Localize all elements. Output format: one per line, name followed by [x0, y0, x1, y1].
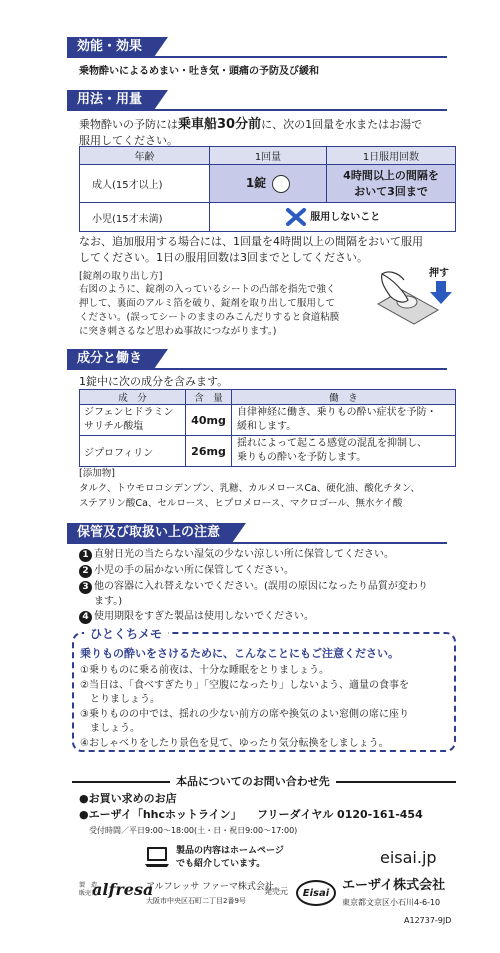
press-label: 押す [429, 268, 449, 279]
dosage-intro [79, 117, 422, 132]
ingredient-name: ジフェンヒドラミン [84, 407, 174, 418]
web-note-line: でも紹介しています。 [176, 859, 266, 869]
storage-item-text: 他の容器に入れ替えないでください。(誤用の原因になったり品質が変わり [94, 581, 428, 592]
adult-times-cell [327, 165, 456, 203]
alfresa-address: 大阪市中央区石町二丁目2番9号 [146, 897, 246, 905]
ingredient-effect: 緩和します。 [237, 421, 297, 432]
howto-line: 右図のように、錠剤の入っているシートの凸部を指先で強く [79, 284, 336, 295]
web-note-line: 製品の内容はホームページ [176, 846, 284, 856]
storage-heading: 保管及び取扱い上の注意 [67, 523, 232, 543]
ingredient-name: ジプロフィリン [80, 436, 186, 467]
ingredient-header-name: 成 分 [80, 390, 186, 405]
dosage-header-dose: 1回量 [210, 147, 327, 165]
efficacy-heading: 効能・効果 [67, 37, 154, 57]
dosage-intro-b: に、次の1回量を水またはお湯で [261, 118, 423, 131]
heading-rule [67, 109, 447, 111]
adult-times-2: おいて3回まで [354, 184, 428, 198]
website-url: eisai.jp [380, 848, 437, 867]
alfresa-name: アルフレッサ ファーマ株式会社 [146, 882, 274, 892]
memo-list [80, 664, 409, 751]
memo-item: ①乗りものに乗る前夜は、十分な睡眠をとりましょう。 [80, 665, 329, 676]
contact-hotline: ●エーザイ「hhcホットライン」 [79, 808, 242, 821]
ingredient-effect: 乗りもの酔いを予防します。 [237, 452, 367, 463]
contact-store: ●お買い求めのお店 [79, 792, 177, 805]
child-note-cell [210, 203, 456, 232]
contact-hours: 受付時間／平日9:00～18:00(土・日・祝日9:00～17:00) [89, 826, 298, 835]
web-note [176, 845, 284, 871]
memo-headline: 乗りもの酔いをさけるために、こんなことにもご注意ください。 [80, 647, 399, 660]
down-arrow-icon [429, 281, 453, 305]
heading-rule [67, 542, 447, 544]
memo-item: ②当日は、「食べすぎたり」「空腹になったり」しないよう、適量の食事を [80, 679, 409, 691]
table-row [80, 436, 456, 467]
number-badge-icon: 4 [79, 611, 92, 624]
eisai-address: 東京都文京区小石川4-6-10 [342, 898, 441, 907]
additional-dose-2: してください。1日の服用回数は3回までとしてください。 [79, 251, 368, 264]
additional-dose-1: なお、追加服用する場合には、1回量を4時間以上の間隔をおいて服用 [79, 235, 423, 248]
ingredient-effect-cell [232, 405, 456, 436]
ingredient-header-amount: 含 量 [186, 390, 232, 405]
ingredient-effect-cell [232, 436, 456, 467]
storage-item [79, 547, 394, 562]
memo-title: ひとくちメモ [84, 625, 168, 642]
seller-label: 発売元 [264, 887, 288, 896]
dosage-table [79, 146, 456, 232]
ingredients-intro: 1錠中に次の成分を含みます。 [79, 375, 229, 388]
dosage-intro-c: 服用してください。 [79, 134, 178, 147]
eisai-name: エーザイ株式会社 [342, 878, 446, 893]
storage-item-text: ます。) [94, 596, 123, 607]
memo-item: ③乗りものの中では、揺れの少ない前方の席や換気のよい窓側の席に座り [80, 708, 409, 720]
howto-title: [錠剤の取り出し方] [79, 271, 163, 282]
number-badge-icon: 2 [79, 565, 92, 578]
additives-line: ステアリン酸Ca、セルロース、ヒプロメロース、マクロゴール、無水ケイ酸 [79, 498, 403, 509]
ingredient-effect: 自律神経に働き、乗りもの酔い症状を予防・ [237, 407, 437, 418]
dosage-header-age: 年齢 [80, 147, 210, 165]
memo-item: ましょう。 [80, 723, 140, 734]
section-heading-storage [67, 523, 232, 543]
ingredient-effect: 揺れによって起こる感覚の混乱を抑制し、 [237, 438, 427, 449]
computer-icon [145, 846, 169, 868]
additives-line: タルク、トウモロコシデンプン、乳糖、カルメロースCa、硬化油、酸化チタン、 [79, 483, 421, 494]
storage-item-text: 直射日光の当たらない湿気の少ない涼しい所に保管してください。 [94, 549, 394, 560]
storage-item [79, 579, 428, 594]
eisai-logo [296, 880, 336, 906]
tablet-icon [272, 175, 290, 193]
howto-text [79, 283, 374, 339]
storage-item [79, 609, 314, 624]
dosage-header-times: 1日服用回数 [327, 147, 456, 165]
howto-line: 押して、裏面のアルミ箔を破り、錠剤を取り出して服用して [79, 298, 335, 309]
child-note: 服用しないこと [310, 212, 381, 223]
adult-dose: 1錠 [245, 176, 267, 191]
eisai-logo-text: Eisai [302, 887, 330, 899]
ingredients-heading: 成分と働き [67, 349, 154, 369]
product-code: A12737-9JD [404, 916, 452, 925]
adult-age: 成人(15才以上) [80, 165, 210, 203]
child-age: 小児(15才未満) [80, 203, 210, 232]
ingredient-name-cell [80, 405, 186, 436]
contact-freedial: フリーダイヤル 0120-161-454 [257, 808, 423, 821]
storage-item-text: 小児の手の届かない所に保管してください。 [94, 565, 294, 576]
storage-item-text: 使用期限をすぎた製品は使用しないでください。 [94, 611, 314, 622]
maker-label-line: 販売元 [79, 890, 98, 897]
number-badge-icon: 3 [79, 581, 92, 594]
dosage-heading: 用法・用量 [67, 90, 154, 110]
ingredient-amount: 40mg [186, 405, 232, 436]
dosage-intro-a: 乗物酔いの予防には [79, 118, 178, 131]
ingredient-name: サリチル酸塩 [84, 421, 144, 432]
heading-rule [67, 368, 447, 370]
section-heading-dosage [67, 90, 154, 110]
number-badge-icon: 1 [79, 549, 92, 562]
heading-rule [67, 56, 447, 58]
section-heading-ingredients [67, 349, 154, 369]
alfresa-logo: alfresa [92, 880, 154, 899]
howto-line: に突き刺さるなど思わぬ事故につながります。) [79, 326, 277, 337]
adult-times-1: 4時間以上の間隔を [343, 168, 439, 182]
section-heading-efficacy [67, 37, 154, 57]
dosage-intro-emphasis: 乗車船30分前 [178, 117, 262, 132]
memo-item: ④おしゃべりをしたり景色を見て、ゆったり気分転換をしましょう。 [80, 737, 389, 749]
storage-item [79, 563, 294, 578]
ingredients-table [79, 389, 456, 467]
maker-label-line: 製 造 [79, 882, 98, 889]
additives-title: [添加物] [79, 468, 115, 479]
ingredient-header-effect: 働 き [232, 390, 456, 405]
ingredient-amount: 26mg [186, 436, 232, 467]
contact-title: 本品についてのお問い合わせ先 [170, 773, 336, 789]
table-row [80, 405, 456, 436]
efficacy-text: 乗物酔いによるめまい・吐き気・頭痛の予防及び緩和 [79, 66, 319, 77]
memo-item: とりましょう。 [80, 694, 160, 705]
cross-icon [285, 208, 307, 226]
howto-line: ください。(誤ってシートのままのみこんだりすると食道粘膜 [79, 312, 340, 323]
adult-dose-cell [210, 165, 327, 203]
